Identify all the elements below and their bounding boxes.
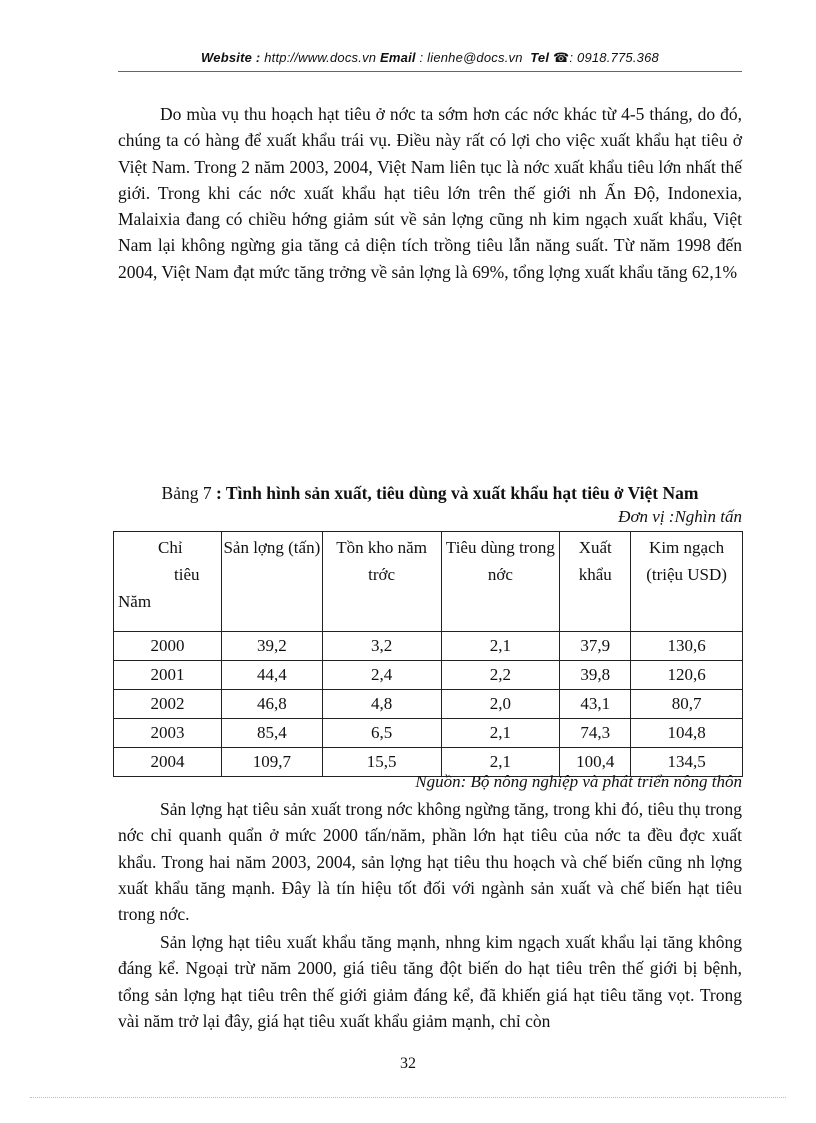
table-row	[114, 661, 743, 690]
corner-label-indicator-2: tiêu	[174, 565, 200, 584]
header-corner-cell	[114, 532, 222, 632]
body-paragraph-1: Sản lợng hạt tiêu sản xuất trong nớc không ngừng tăng, trong khi đó, tiêu thụ trong nớc chỉ quanh quẩn ở mức 2000 tấn/năm, phần lớn hạt tiêu của nớc ta đều đợc xuất khẩu. Trong hai năm 2003, 2004, sản lợng hạt tiêu thu hoạch và chế biến cũng nh lợng xuất khẩu tăng mạnh. Đây là tín hiệu tốt đối với ngành sản xuất và chế biến hạt tiêu trong nớc.	[118, 799, 742, 925]
cell-export-value: 120,6	[631, 661, 743, 690]
cell-year: 2004	[114, 748, 222, 777]
table-caption-title: : Tình hình sản xuất, tiêu dùng và xuất khẩu hạt tiêu ở Việt Nam	[215, 483, 699, 503]
header-divider	[118, 71, 742, 72]
page-number: 32	[400, 1055, 416, 1072]
cell-previous-stock: 15,5	[322, 748, 441, 777]
tel-label: Tel	[530, 50, 550, 65]
cell-previous-stock: 2,4	[322, 661, 441, 690]
header-export-value: Kim ngạch (triệu USD)	[631, 532, 743, 632]
table-caption	[118, 482, 742, 504]
table-caption-prefix: Bảng 7	[161, 483, 216, 503]
cell-export: 100,4	[560, 748, 631, 777]
cell-year: 2001	[114, 661, 222, 690]
cell-export-value: 134,5	[631, 748, 743, 777]
corner-label-indicator: Chỉ	[158, 538, 183, 557]
cell-domestic-consumption: 2,2	[441, 661, 560, 690]
cell-production: 46,8	[221, 690, 322, 719]
header-export: Xuất khẩu	[560, 532, 631, 632]
cell-production: 39,2	[221, 632, 322, 661]
cell-domestic-consumption: 2,1	[441, 632, 560, 661]
website-label: Website :	[201, 50, 261, 65]
body-paragraph-2: Sản lợng hạt tiêu xuất khẩu tăng mạnh, nhng kim ngạch xuất khẩu lại tăng không đáng kể. Ngoại trừ năm 2000, giá tiêu tăng đột biến do hạt tiêu trên thế giới bị bệnh, tổng sản lợng hạt tiêu trên thế giới giảm đáng kể, đã khiến giá hạt tiêu tăng vọt. Trong vài năm trở lại đây, giá hạt tiêu xuất khẩu giảm mạnh, chỉ còn	[118, 932, 742, 1031]
cell-production: 85,4	[221, 719, 322, 748]
phone-icon: ☎	[552, 50, 570, 65]
table-row	[114, 719, 743, 748]
header-domestic-consumption: Tiêu dùng trong nớc	[441, 532, 560, 632]
table-unit: Đơn vị :Nghìn tấn	[618, 507, 742, 526]
cell-previous-stock: 6,5	[322, 719, 441, 748]
cell-year: 2002	[114, 690, 222, 719]
page-header	[118, 50, 742, 66]
cell-domestic-consumption: 2,0	[441, 690, 560, 719]
cell-export-value: 104,8	[631, 719, 743, 748]
cell-year: 2000	[114, 632, 222, 661]
intro-paragraph: Do mùa vụ thu hoạch hạt tiêu ở nớc ta sớm hơn các nớc khác từ 4-5 tháng, do đó, chúng ta có hàng để xuất khẩu trái vụ. Điều này rất có lợi cho việc xuất khẩu hạt tiêu ở Việt Nam. Trong 2 năm 2003, 2004, Việt Nam liên tục là nớc xuất khẩu tiêu lớn nhất thế giới. Trong khi các nớc xuất khẩu hạt tiêu lớn trên thế giới nh Ấn Độ, Indonexia, Malaixia đang có chiều hớng giảm sút về sản lợng cũng nh kim ngạch xuất khẩu, Việt Nam lại không ngừng gia tăng cả diện tích trồng tiêu lẫn năng suất. Từ năm 1998 đến 2004, Việt Nam đạt mức tăng trởng về sản lợng là 69%, tổng lợng xuất khẩu tăng 62,1%	[118, 104, 742, 282]
table-header-row	[114, 532, 743, 632]
cell-year: 2003	[114, 719, 222, 748]
cell-export: 74,3	[560, 719, 631, 748]
cell-production: 109,7	[221, 748, 322, 777]
cell-previous-stock: 3,2	[322, 632, 441, 661]
cell-export-value: 80,7	[631, 690, 743, 719]
header-previous-stock: Tồn kho năm trớc	[322, 532, 441, 632]
tel-value: : 0918.775.368	[569, 50, 659, 65]
website-url[interactable]: http://www.docs.vn	[264, 50, 377, 65]
cell-production: 44,4	[221, 661, 322, 690]
corner-label-year: Năm	[118, 592, 152, 611]
header-production: Sản lợng (tấn)	[221, 532, 322, 632]
email-separator: :	[419, 50, 424, 65]
cell-previous-stock: 4,8	[322, 690, 441, 719]
email-value[interactable]: lienhe@docs.vn	[427, 50, 523, 65]
table-source: Nguồn: Bộ nông nghiệp và phát triển nông thôn	[415, 772, 742, 791]
page-bottom-divider	[30, 1097, 786, 1098]
cell-export: 43,1	[560, 690, 631, 719]
cell-domestic-consumption: 2,1	[441, 748, 560, 777]
cell-export-value: 130,6	[631, 632, 743, 661]
email-label: Email	[380, 50, 416, 65]
cell-domestic-consumption: 2,1	[441, 719, 560, 748]
table-row	[114, 690, 743, 719]
cell-export: 39,8	[560, 661, 631, 690]
table-row	[114, 632, 743, 661]
pepper-statistics-table	[113, 531, 743, 777]
cell-export: 37,9	[560, 632, 631, 661]
